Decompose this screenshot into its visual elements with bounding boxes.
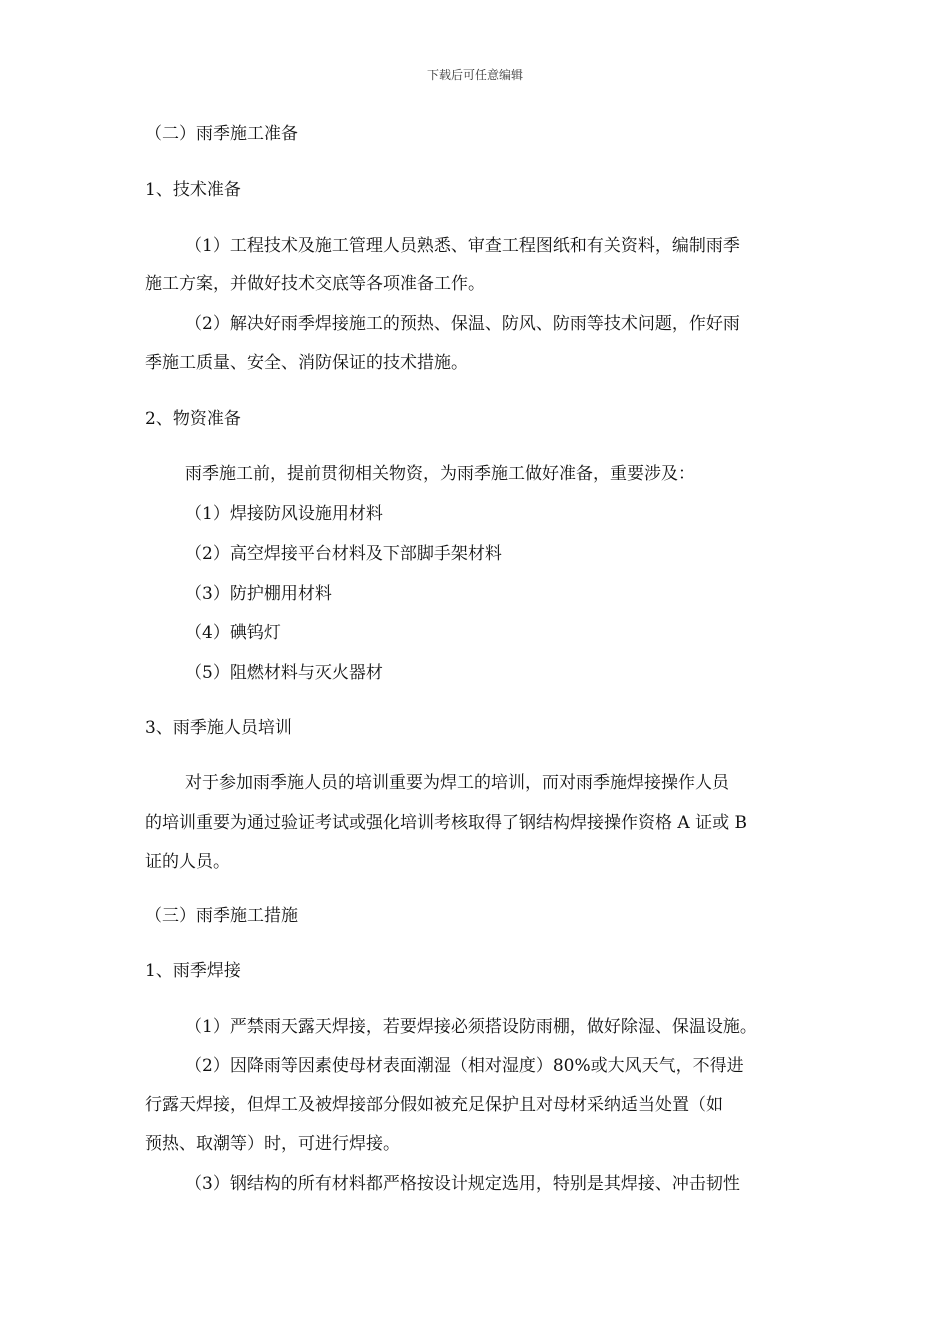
paragraph-line: 证的人员。: [145, 852, 230, 872]
paragraph-line: 季施工质量、安全、消防保证的技术措施。: [145, 353, 468, 373]
paragraph-line: 雨季施工前，提前贯彻相关物资，为雨季施工做好准备，重要涉及：: [185, 464, 695, 484]
list-item: （1）焊接防风设施用材料: [185, 504, 383, 524]
list-item: （3）防护棚用材料: [185, 584, 332, 604]
paragraph-line: （3）钢结构的所有材料都严格按设计规定选用，特别是其焊接、冲击韧性: [185, 1174, 740, 1194]
subheading-materials-prep: 2、物资准备: [145, 409, 241, 429]
paragraph-line: （1）严禁雨天露天焊接，若要焊接必须搭设防雨棚，做好除湿、保温设施。: [185, 1017, 757, 1037]
paragraph-line: （2）解决好雨季焊接施工的预热、保温、防风、防雨等技术问题，作好雨: [185, 314, 740, 334]
paragraph-line: （2）因降雨等因素使母材表面潮湿（相对湿度）80%或大风天气，不得进: [185, 1056, 744, 1076]
section-heading-2: （二）雨季施工准备: [145, 124, 298, 144]
list-item: （5）阻燃材料与灭火器材: [185, 663, 383, 683]
subheading-rainy-welding: 1、雨季焊接: [145, 961, 241, 981]
list-item: （4）碘钨灯: [185, 623, 281, 643]
subheading-technical-prep: 1、技术准备: [145, 180, 241, 200]
list-item: （2）高空焊接平台材料及下部脚手架材料: [185, 544, 502, 564]
paragraph-line: （1）工程技术及施工管理人员熟悉、审查工程图纸和有关资料，编制雨季: [185, 236, 740, 256]
page-header: 下载后可任意编辑: [426, 68, 523, 82]
paragraph-line: 预热、取潮等）时，可进行焊接。: [145, 1134, 400, 1154]
paragraph-line: 对于参加雨季施人员的培训重要为焊工的培训，而对雨季施焊接操作人员: [185, 773, 729, 793]
paragraph-line: 的培训重要为通过验证考试或强化培训考核取得了钢结构焊接操作资格 A 证或 B: [145, 813, 747, 833]
paragraph-line: 行露天焊接，但焊工及被焊接部分假如被充足保护且对母材采纳适当处置（如: [145, 1095, 723, 1115]
section-heading-3: （三）雨季施工措施: [145, 906, 298, 926]
subheading-training: 3、雨季施人员培训: [145, 718, 292, 738]
paragraph-line: 施工方案，并做好技术交底等各项准备工作。: [145, 274, 485, 294]
